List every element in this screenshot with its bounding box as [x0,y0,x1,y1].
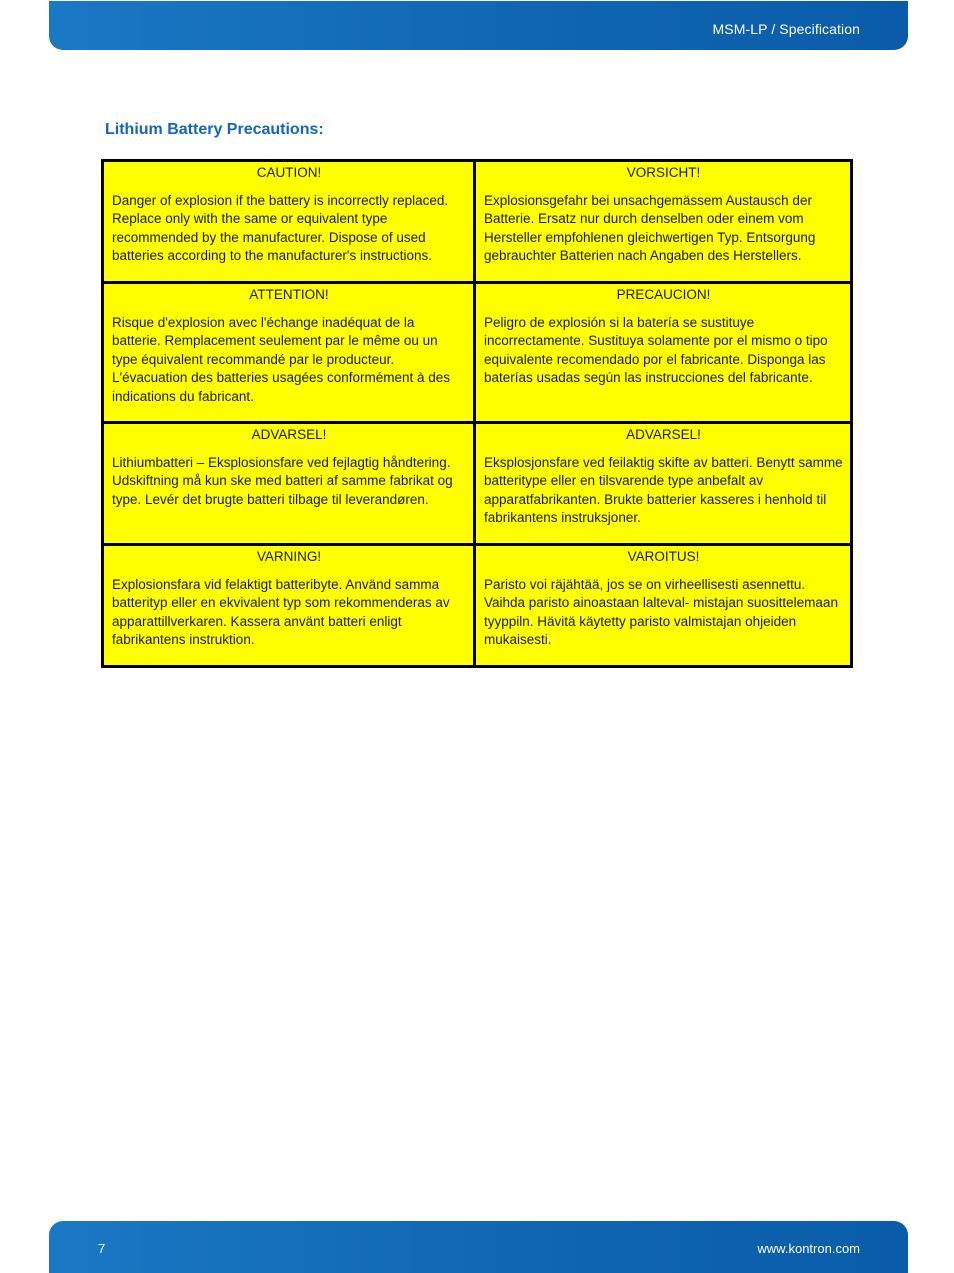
warning-cell-danish [103,423,475,545]
warning-text: Explosionsgefahr bei unsachgemässem Austausch der Batterie. Ersatz nur durch denselben oder einem vom Hersteller empfohlenen gleichwertigen Typ. Entsorgung gebrauchter Batterien nach Angaben des Herstellers. [484,193,816,264]
warning-title: PRECAUCION! [616,287,711,302]
warning-cell-swedish [103,545,475,667]
document-title: MSM-LP / Specification [712,21,860,37]
warning-title: VAROITUS! [627,549,700,564]
warning-text: Peligro de explosión si la batería se sustituye incorrectamente. Sustituya solamente por el mismo o tipo equivalente recomendado por el fabricante. Disponga las baterías usadas según las instrucciones del fabricante. [484,315,828,386]
warning-cell-finnish [475,545,852,667]
table-row [103,283,852,423]
warning-title: ATTENTION! [249,287,329,302]
warning-text: Eksplosjonsfare ved feilaktig skifte av batteri. Benytt samme batteritype eller en tilsvarende type anbefalt av apparatfabrikanten. Brukte batterier kasseres i henhold til fabrikantens instruksjoner. [484,455,843,526]
warning-cell-english [103,161,475,283]
warning-text: Paristo voi räjähtää, jos se on virheellisesti asennettu. Vaihda paristo ainoastaan lalteval- mistajan suosittelemaan tyyppiln. Hävitä käytetty paristo valmistajan ohjeiden mukaisesti. [484,577,838,648]
warning-cell-spanish [475,283,852,423]
warning-title: VARNING! [256,549,322,564]
warning-cell-norwegian [475,423,852,545]
page-number: 7 [98,1241,106,1256]
page-header [49,1,908,50]
table-row [103,423,852,545]
warning-text: Risque d'explosion avec l'échange inadéquat de la batterie. Remplacement seulement par le même ou un type équivalent recommandé par le producteur. L'évacuation des batteries usagées conformément à des indications du fabricant. [112,315,451,404]
table-row [103,545,852,667]
warning-text: Lithiumbatteri – Eksplosionsfare ved fejlagtig håndtering. Udskiftning må kun ske med batteri af samme fabrikat og type. Levér det brugte batteri tilbage til leverandøren. [112,455,453,507]
section-heading: Lithium Battery Precautions: [105,121,324,138]
warning-cell-german [475,161,852,283]
page-footer [49,1221,908,1273]
warning-title: ADVARSEL! [626,427,701,442]
footer-link[interactable]: www.kontron.com [757,1241,860,1256]
warning-title: CAUTION! [256,165,322,180]
warning-text: Explosionsfara vid felaktigt batteribyte. Använd samma batterityp eller en ekvivalent typ som rekommenderas av apparattillverkaren. Kassera använt batteri enligt fabrikantens instruktion. [112,577,450,648]
table-row [103,161,852,283]
warning-cell-french [103,283,475,423]
warning-title: ADVARSEL! [251,427,327,442]
battery-warning-table [101,159,853,668]
warning-title: VORSICHT! [626,165,701,180]
warning-text: Danger of explosion if the battery is incorrectly replaced. Replace only with the same or equivalent type recommended by the manufacturer. Dispose of used batteries according to the manufacturer's instructions. [112,193,449,264]
